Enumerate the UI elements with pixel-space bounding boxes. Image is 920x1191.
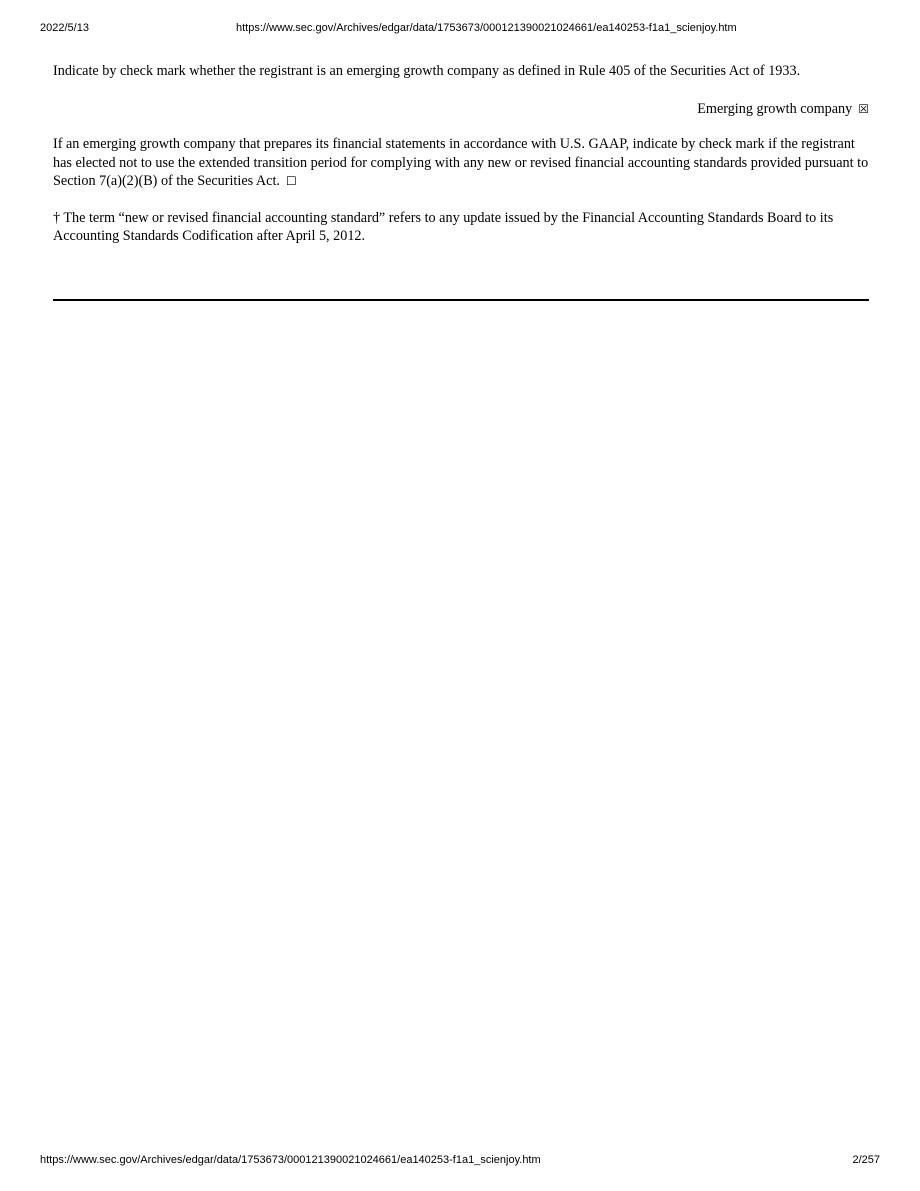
print-footer [0,1154,920,1168]
egc-question: Indicate by check mark whether the registrant is an emerging growth company as defined in Rule 405 of the Securities Act of 1933. [53,63,801,79]
egc-checkbox-row [53,100,869,119]
page-number: 2/257 [852,1154,880,1166]
transition-paragraph [53,135,869,191]
print-footer-url: https://www.sec.gov/Archives/edgar/data/1753673/000121390021024661/ea140253-f1a1_scienjoy.htm [40,1154,541,1166]
print-date: 2022/5/13 [40,22,89,34]
transition-checkbox[interactable]: ☐ [285,174,297,188]
transition-text: If an emerging growth company that prepares its financial statements in accordance with U.S. GAAP, indicate by check mark if the registrant has elected not to use the extended transition period for complying with any new or revised financial accounting standards provided pursuant to Section 7(a)(2)(B) of the Securities Act. [53,136,869,189]
horizontal-rule [53,299,869,301]
egc-checkbox[interactable]: ☒ [858,101,869,116]
print-header-url: https://www.sec.gov/Archives/edgar/data/1753673/000121390021024661/ea140253-f1a1_scienjoy.htm [236,22,737,34]
document-body [53,62,869,246]
print-header [0,22,920,36]
footnote: † The term “new or revised financial accounting standard” refers to any update issued by the Financial Accounting Standards Board to its Accounting Standards Codification after April 5, 2012. [53,209,834,244]
egc-label: Emerging growth company [697,100,853,117]
